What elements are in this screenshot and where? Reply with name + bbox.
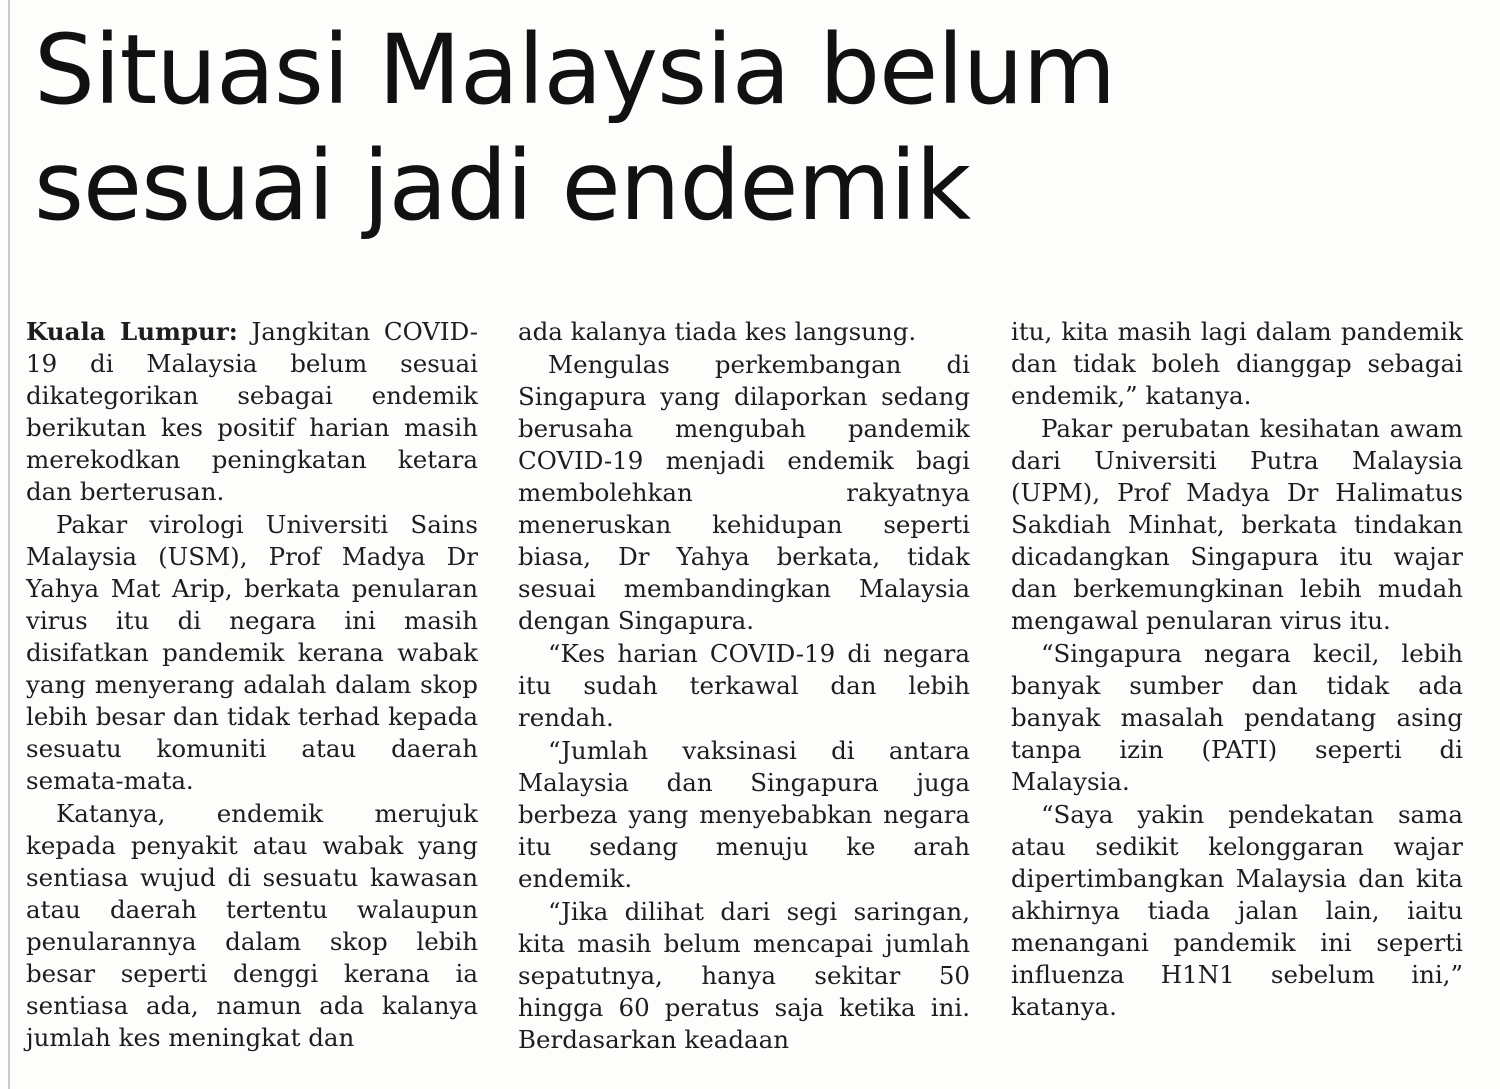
paragraph: ada kalanya tiada kes langsung. bbox=[518, 317, 917, 346]
headline-line-2: sesuai jadi endemik bbox=[34, 130, 971, 242]
dateline: Kuala Lumpur: bbox=[26, 317, 238, 346]
paragraph: “Jika dilihat dari segi saringan, kita masih belum mencapai jumlah sepatutnya, hanya sekitar 50 hingga 60 peratus saja ketika ini. Berdasarkan keadaan bbox=[518, 897, 970, 1054]
column-1 bbox=[26, 316, 478, 1055]
column-3 bbox=[1011, 316, 1463, 1024]
paragraph bbox=[26, 316, 478, 508]
paragraph: “Jumlah vaksinasi di antara Malaysia dan Singapura juga berbeza yang menyebabkan negara itu sedang menuju ke arah endemik. bbox=[518, 736, 970, 893]
paragraph: Pakar virologi Universiti Sains Malaysia (USM), Prof Madya Dr Yahya Mat Arip, berkata penularan virus itu di negara ini masih disifatkan pandemik kerana wabak yang menyerang adalah dalam skop lebih besar dan tidak terhad kepada sesuatu komuniti atau daerah semata-mata. bbox=[26, 510, 478, 795]
column-2 bbox=[518, 316, 970, 1057]
paragraph: “Singapura negara kecil, lebih banyak sumber dan tidak ada banyak masalah pendatang asing tanpa izin (PATI) seperti di Malaysia. bbox=[1011, 639, 1463, 796]
paragraph: Katanya, endemik merujuk kepada penyakit atau wabak yang sentiasa wujud di sesuatu kawasan atau daerah tertentu walaupun penularannya dalam skop lebih besar seperti denggi kerana ia sentiasa ada, namun ada kalanya jumlah kes meningkat dan bbox=[26, 799, 478, 1052]
paragraph: “Saya yakin pendekatan sama atau sedikit kelonggaran wajar dipertimbangkan Malaysia dan kita akhirnya tiada jalan lain, iaitu menangani pandemik ini seperti influenza H1N1 sebelum ini,” katanya. bbox=[1011, 800, 1463, 1021]
headline-line-1: Situasi Malaysia belum bbox=[34, 14, 1116, 126]
paragraph: Pakar perubatan kesihatan awam dari Universiti Putra Malaysia (UPM), Prof Madya Dr Halimatus Sakdiah Minhat, berkata tindakan dicadangkan Singapura itu wajar dan berkemungkinan lebih mudah mengawal penularan virus itu. bbox=[1011, 414, 1463, 635]
paragraph: itu, kita masih lagi dalam pandemik dan tidak boleh dianggap sebagai endemik,” katanya. bbox=[1011, 317, 1463, 410]
paragraph: “Kes harian COVID-19 di negara itu sudah terkawal dan lebih rendah. bbox=[518, 639, 970, 732]
paragraph-text: Jangkitan COVID-19 di Malaysia belum sesuai dikategorikan sebagai endemik berikutan kes positif harian masih merekodkan peningkatan ketara dan berterusan. bbox=[26, 317, 478, 506]
article-body bbox=[26, 316, 1470, 1056]
headline bbox=[34, 12, 1454, 244]
page-edge-rule bbox=[8, 0, 10, 1089]
paragraph: Mengulas perkembangan di Singapura yang dilaporkan sedang berusaha mengubah pandemik COVID-19 menjadi endemik bagi membolehkan rakyatnya meneruskan kehidupan seperti biasa, Dr Yahya berkata, tidak sesuai membandingkan Malaysia dengan Singapura. bbox=[518, 350, 970, 635]
